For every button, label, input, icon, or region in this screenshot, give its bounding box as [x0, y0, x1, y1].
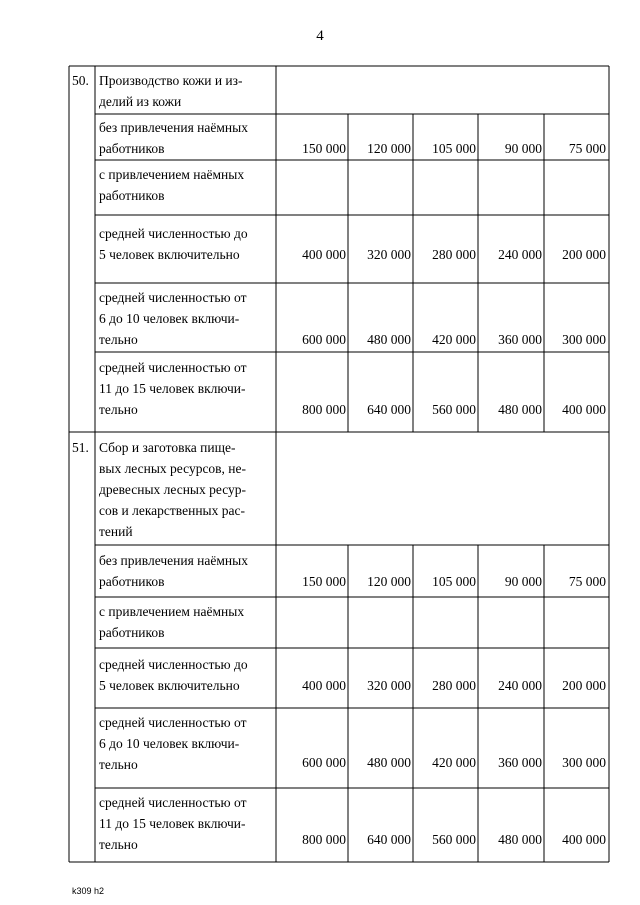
text-line: тений: [99, 524, 133, 539]
text-line: средней численностью от: [99, 290, 247, 305]
text-line: 6 до 10 человек включи-: [99, 311, 240, 326]
text-line: средней численностью до: [99, 226, 248, 241]
value-cell: 75 000: [568, 574, 606, 589]
value-cell: 240 000: [498, 247, 542, 262]
value-cell: 640 000: [367, 832, 411, 847]
value-cell: 480 000: [498, 402, 542, 417]
row-label: [99, 550, 248, 592]
row-label: [99, 792, 247, 855]
text-line: тельно: [99, 837, 138, 852]
text-line: 6 до 10 человек включи-: [99, 736, 240, 751]
row-label: [99, 654, 248, 696]
section-number: 50.: [72, 73, 89, 88]
text-line: без привлечения наёмных: [99, 553, 248, 568]
row-label: [99, 117, 248, 159]
value-cell: 75 000: [568, 141, 606, 156]
value-cell: 400 000: [562, 832, 606, 847]
page-number: 4: [316, 28, 324, 44]
section-number: 51.: [72, 440, 89, 455]
value-cell: 480 000: [367, 332, 411, 347]
text-line: 5 человек включительно: [99, 247, 240, 262]
value-cell: 90 000: [504, 574, 542, 589]
text-line: тельно: [99, 402, 138, 417]
footer-code: k309 h2: [72, 886, 105, 896]
value-cell: 360 000: [498, 332, 542, 347]
value-cell: 105 000: [432, 141, 476, 156]
value-cell: 300 000: [562, 332, 606, 347]
value-cell: 400 000: [302, 247, 346, 262]
section-title: [99, 437, 246, 542]
value-cell: 360 000: [498, 755, 542, 770]
value-cell: 420 000: [432, 755, 476, 770]
value-cell: 480 000: [498, 832, 542, 847]
text-line: сов и лекарственных рас-: [99, 503, 245, 518]
text-line: средней численностью до: [99, 657, 248, 672]
value-cell: 800 000: [302, 402, 346, 417]
value-cell: 800 000: [302, 832, 346, 847]
value-cell: 400 000: [562, 402, 606, 417]
value-cell: 400 000: [302, 678, 346, 693]
row-label: [99, 712, 247, 775]
row-label: [99, 164, 244, 206]
value-cell: 280 000: [432, 247, 476, 262]
row-label: [99, 287, 247, 350]
text-line: с привлечением наёмных: [99, 604, 245, 619]
text-line: 5 человек включительно: [99, 678, 240, 693]
text-line: средней численностью от: [99, 360, 247, 375]
value-cell: 600 000: [302, 332, 346, 347]
value-cell: 240 000: [498, 678, 542, 693]
section-title: [99, 70, 242, 112]
text-line: средней численностью от: [99, 715, 247, 730]
value-cell: 150 000: [302, 141, 346, 156]
value-cell: 150 000: [302, 574, 346, 589]
value-cell: 480 000: [367, 755, 411, 770]
value-cell: 200 000: [562, 247, 606, 262]
value-cell: 120 000: [367, 574, 411, 589]
text-line: Сбор и заготовка пище-: [99, 440, 236, 455]
value-cell: 320 000: [367, 247, 411, 262]
value-cell: 560 000: [432, 402, 476, 417]
value-cell: 640 000: [367, 402, 411, 417]
value-cell: 90 000: [504, 141, 542, 156]
row-label: [99, 223, 248, 265]
value-cell: 320 000: [367, 678, 411, 693]
value-cell: 280 000: [432, 678, 476, 693]
text-line: средней численностью от: [99, 795, 247, 810]
text-line: Производство кожи и из-: [99, 73, 243, 88]
text-line: работников: [99, 574, 165, 589]
text-line: древесных лесных ресур-: [99, 482, 247, 497]
value-cell: 300 000: [562, 755, 606, 770]
value-cell: 200 000: [562, 678, 606, 693]
text-line: работников: [99, 625, 165, 640]
text-line: вых лесных ресурсов, не-: [99, 461, 247, 476]
text-line: 11 до 15 человек включи-: [99, 381, 246, 396]
row-label: [99, 601, 244, 643]
text-line: тельно: [99, 757, 138, 772]
row-label: [99, 357, 247, 420]
text-line: без привлечения наёмных: [99, 120, 248, 135]
text-line: работников: [99, 141, 165, 156]
text-line: 11 до 15 человек включи-: [99, 816, 246, 831]
value-cell: 105 000: [432, 574, 476, 589]
value-cell: 560 000: [432, 832, 476, 847]
value-cell: 420 000: [432, 332, 476, 347]
text-line: делий из кожи: [99, 94, 182, 109]
text-line: работников: [99, 188, 165, 203]
text-line: тельно: [99, 332, 138, 347]
text-line: с привлечением наёмных: [99, 167, 245, 182]
value-cell: 600 000: [302, 755, 346, 770]
value-cell: 120 000: [367, 141, 411, 156]
